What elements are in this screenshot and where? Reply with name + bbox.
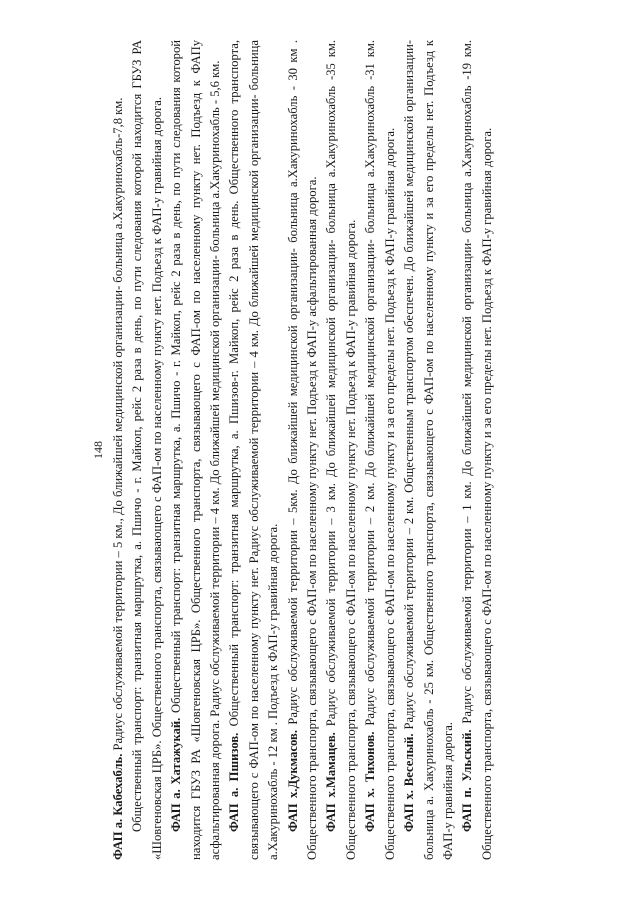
page-number: 148: [91, 441, 105, 459]
paragraph-text: Радиус обслуживаемой территории – 5 км., До ближайшей медицинской организации- больница а.Хакуринохабль-7,8 км.: [111, 97, 125, 754]
paragraph-heading: ФАП х.Дукмасов.: [285, 730, 300, 832]
paragraph-text: Радиус обслуживаемой территории – 2 км. Общественным транспортом обеспечен. До ближайшей медицинской организации- больница а. Хакуринохабль - 25 км. Общественного транспорта, связывающего с ФАП-ом по населенному пункту и за его пределы нет. Подъезд к ФАП-у гравийная дорога.: [402, 39, 455, 860]
paragraph-transport: [128, 40, 167, 860]
paragraph-tikhonov: [361, 40, 400, 860]
paragraph-dukmasov: [284, 40, 323, 860]
paragraph-heading: ФАП а. Кабехабль.: [111, 753, 125, 860]
document-body: [109, 40, 497, 860]
paragraph-text: Общественный транспорт: транзитная маршрутка, а. Пшизов-г. Майкоп, рейс 2 раза в день. Общественного транспорта, связывающего с ФАП-ом по населенному пункту нет. Радиус обслуживаемой территории – 4 км. До ближайшей медицинской организации- больница а.Хакуринохабль - 12 км . Подъезд к ФАП-у гравийная дорога.: [227, 40, 281, 860]
paragraph-text: Общественный транспорт: транзитная маршрутка, а. Пшичо - г. Майкоп, рейс 2 раза в день, по пути следования которой находится ГБУЗ РА «Шовгеновская ЦРБ». Общественного транспорта, связывающего с ФАП-ом по населенному пункту нет. Подъезд к ФАПу асфальтированная дорога. Радиус обслуживаемой территории – 4 км. До ближайшей медицинской организации- больница а.Хакуринохабль - 5,6 км.: [169, 39, 223, 860]
paragraph-text: Радиус обслуживаемой территории – 2 км. До ближайшей медицинской организации- больница а.Хакуринохабль -31 км. Общественного транспорта, связывающего с ФАП-ом по населенному пункту и за его пределы нет. Подъезд к ФАП-у гравийная дорога.: [363, 40, 397, 860]
rotated-page-content: [85, 40, 555, 860]
paragraph-khatazhukay: [167, 40, 225, 860]
paragraph-text: Радиус обслуживаемой территории – 1 км. До ближайшей медицинской организации- больница а.Хакуринохабль -19 км. Общественного транспорта, связывающего с ФАП-ом по населенному пункту и за его пределы нет. Подъезд к ФАП-у гравийная дорога.: [460, 40, 494, 860]
paragraph-kabekhabl: [109, 40, 128, 860]
paragraph-heading: ФАП х.Мамацев.: [324, 732, 339, 832]
paragraph-text: Радиус обслуживаемой территории – 5км. До ближайшей медицинской организации- больница а.Хакуринохабль - 30 км . Общественного транспорта, связывающего с ФАП-ом по населенному пункту нет. Подъезд к ФАП-у асфальтированная дорога.: [285, 40, 320, 860]
paragraph-heading: ФАП а. Хатажукай.: [169, 717, 184, 832]
paragraph-heading: ФАП х. Веселый.: [402, 733, 417, 832]
paragraph-heading: ФАП а. Пшизов.: [227, 732, 242, 832]
paragraph-veselyy: [400, 40, 458, 860]
paragraph-heading: ФАП х. Тихонов.: [363, 731, 378, 832]
paragraph-text: Общественный транспорт: транзитная маршрутка, а. Пшичо - г. Майкоп, рейс 2 раза в день, по пути следования которой находится ГБУЗ РА «Шовгеновская ЦРБ». Общественного транспорта, связывающего с ФАП-ом по населенному пункту нет. Подъезд к ФАП-у гравийная дорога.: [130, 40, 164, 860]
paragraph-heading: ФАП п. Ульский.: [460, 729, 475, 832]
paragraph-text: Радиус обслуживаемой территории – 3 км. До ближайшей медицинской организации- больница а.Хакуринохабль -35 км. Общественного транспорта, связывающего с ФАП-ом по населенному пункту нет. Подъезд к ФАП-у гравийная дорога.: [324, 40, 358, 860]
paragraph-mamatsev: [322, 40, 361, 860]
paragraph-ulskiy: [458, 40, 497, 860]
paragraph-pshizov: [225, 40, 283, 860]
